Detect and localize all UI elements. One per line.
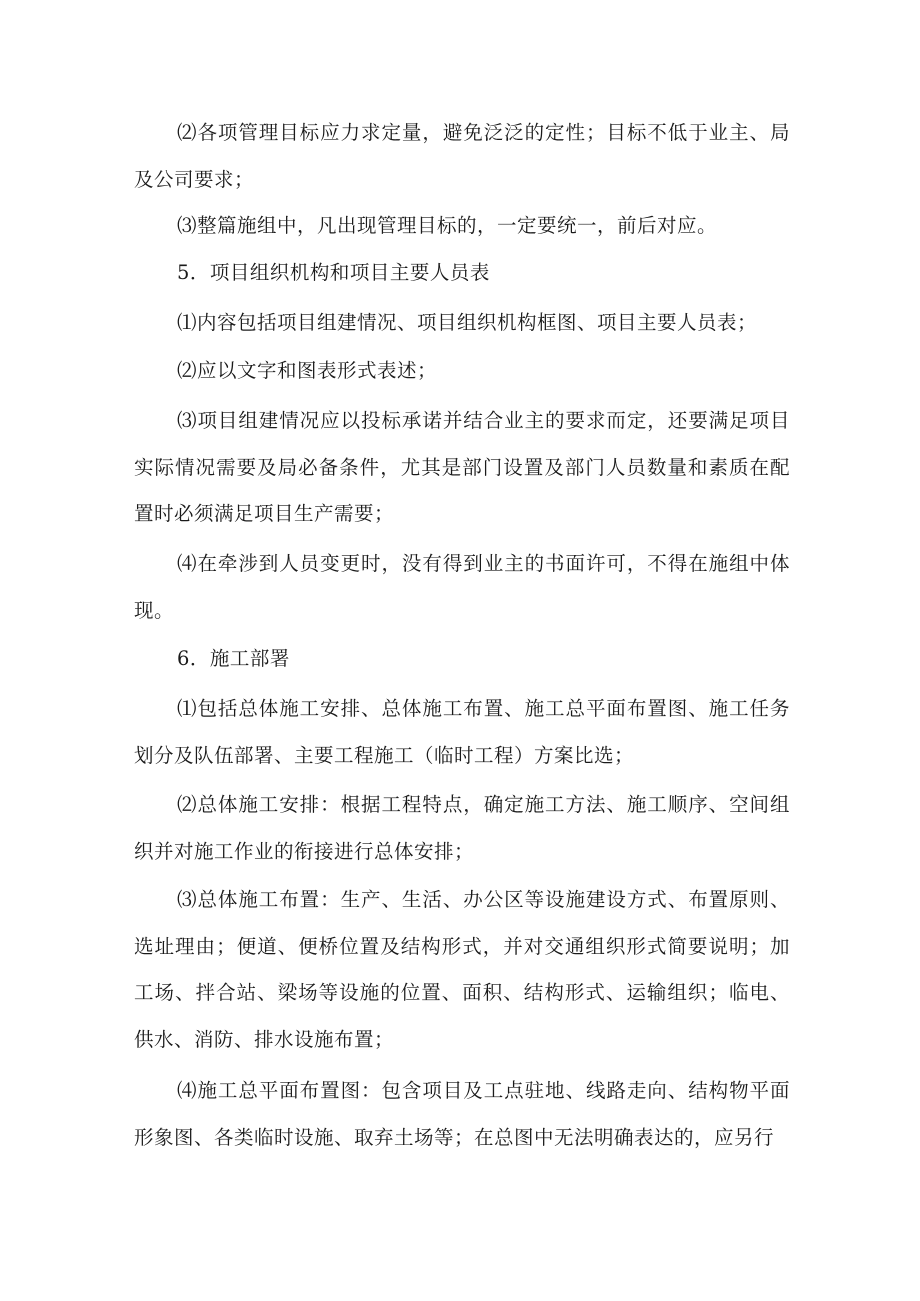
paragraph-overall-arrangement: ⑵总体施工安排：根据工程特点，确定施工方法、施工顺序、空间组织并对施工作业的衔接进行总体安排；	[134, 793, 790, 863]
paragraph-deployment-content: ⑴包括总体施工安排、总体施工布置、施工总平面布置图、施工任务划分及队伍部署、主要工程施工（临时工程）方案比选；	[134, 697, 790, 767]
paragraph-personnel-change: ⑷在牵涉到人员变更时，没有得到业主的书面许可，不得在施组中体现。	[134, 552, 790, 622]
paragraph-org-content: ⑴内容包括项目组建情况、项目组织机构框图、项目主要人员表；	[177, 311, 758, 334]
section-heading-6: 6．施工部署	[177, 647, 290, 670]
paragraph-site-plan: ⑷施工总平面布置图：包含项目及工点驻地、线路走向、结构物平面形象图、各类临时设施、取弃土场等；在总图中无法明确表达的，应另行	[134, 1079, 790, 1149]
paragraph-org-form: ⑵应以文字和图表形式表述；	[177, 359, 438, 382]
paragraph-overall-layout: ⑶总体施工布置：生产、生活、办公区等设施建设方式、布置原则、选址理由；便道、便桥位置及结构形式，并对交通组织形式简要说明；加工场、拌合站、梁场等设施的位置、面积、结构形式、运输组织；临电、供水、消防、排水设施布置；	[134, 888, 790, 1051]
paragraph-management-targets-quantified: ⑵各项管理目标应力求定量，避免泛泛的定性；目标不低于业主、局及公司要求；	[134, 121, 790, 191]
paragraph-org-setup: ⑶项目组建情况应以投标承诺并结合业主的要求而定，还要满足项目实际情况需要及局必备条件，尤其是部门设置及部门人员数量和素质在配置时必须满足项目生产需要；	[134, 409, 790, 525]
paragraph-management-targets-consistent: ⑶整篇施组中，凡出现管理目标的，一定要统一，前后对应。	[177, 214, 718, 237]
section-heading-5: 5．项目组织机构和项目主要人员表	[177, 261, 490, 284]
